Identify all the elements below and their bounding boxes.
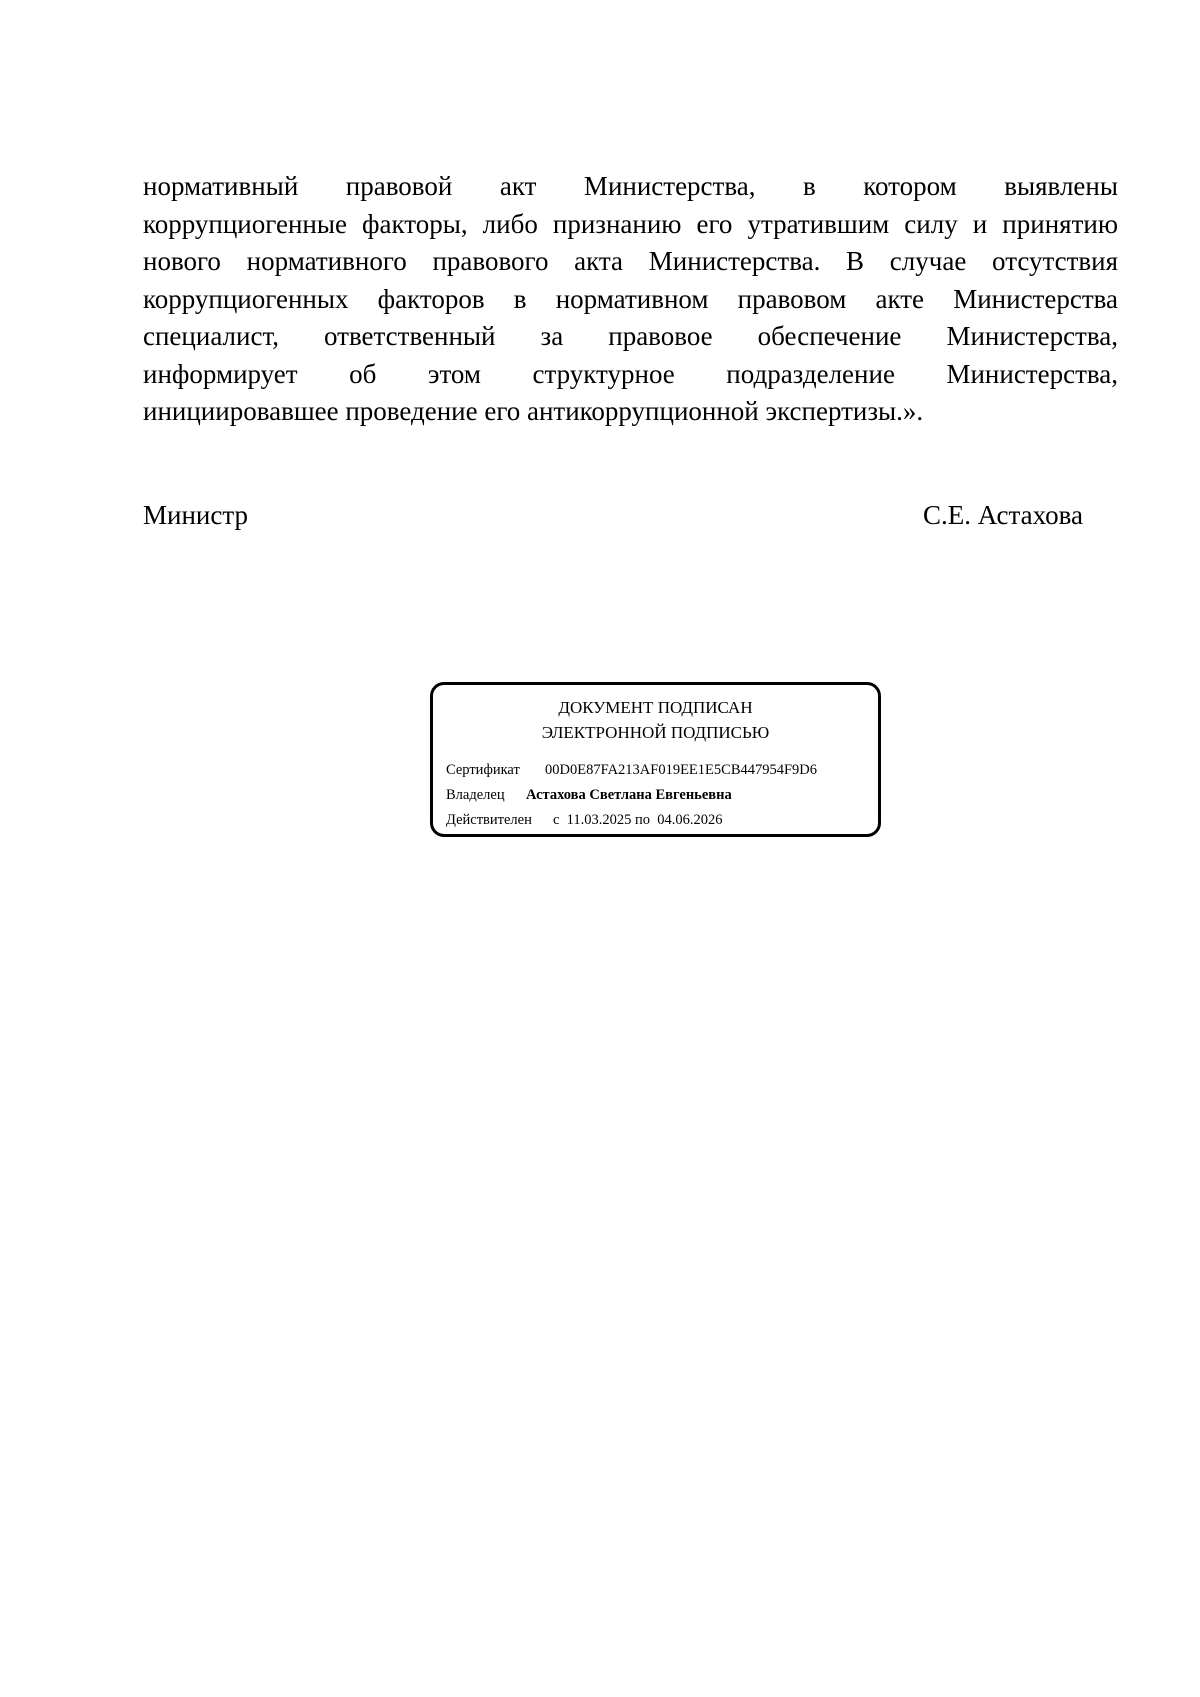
stamp-validity-row bbox=[446, 810, 723, 830]
stamp-header-line: ДОКУМЕНТ ПОДПИСАН bbox=[558, 698, 753, 717]
stamp-certificate-row bbox=[446, 760, 817, 780]
owner-value: Астахова Светлана Евгеньевна bbox=[526, 787, 732, 803]
body-line: инициировавшее проведение его антикоррупционной экспертизы.». bbox=[143, 396, 924, 426]
certificate-label: Сертификат bbox=[446, 762, 520, 778]
validity-value: с 11.03.2025 по 04.06.2026 bbox=[553, 812, 723, 828]
body-line: коррупциогенных факторов в нормативном правовом акте Министерства bbox=[143, 283, 1118, 314]
body-paragraph bbox=[143, 168, 1118, 431]
electronic-signature-stamp bbox=[430, 682, 881, 837]
body-line: нормативный правовой акт Министерства, в котором выявлены bbox=[143, 171, 1118, 201]
certificate-value: 00D0E87FA213AF019EE1E5CB447954F9D6 bbox=[545, 762, 818, 778]
stamp-owner-row bbox=[446, 785, 732, 805]
body-line: коррупциогенные факторы, либо признанию его утратившим силу и принятию bbox=[143, 208, 1118, 239]
signatory-title: Министр bbox=[143, 500, 248, 530]
owner-label: Владелец bbox=[446, 787, 505, 803]
stamp-header bbox=[433, 695, 878, 745]
body-line: специалист, ответственный за правовое обеспечение Министерства, bbox=[143, 321, 1118, 351]
validity-label: Действителен bbox=[446, 812, 532, 828]
stamp-header-line: ЭЛЕКТРОННОЙ ПОДПИСЬЮ bbox=[541, 723, 770, 742]
body-line: информирует об этом структурное подразделение Министерства, bbox=[143, 358, 1118, 389]
signatory-name: С.Е. Астахова bbox=[922, 500, 1083, 530]
body-line: нового нормативного правового акта Министерства. В случае отсутствия bbox=[143, 246, 1118, 276]
